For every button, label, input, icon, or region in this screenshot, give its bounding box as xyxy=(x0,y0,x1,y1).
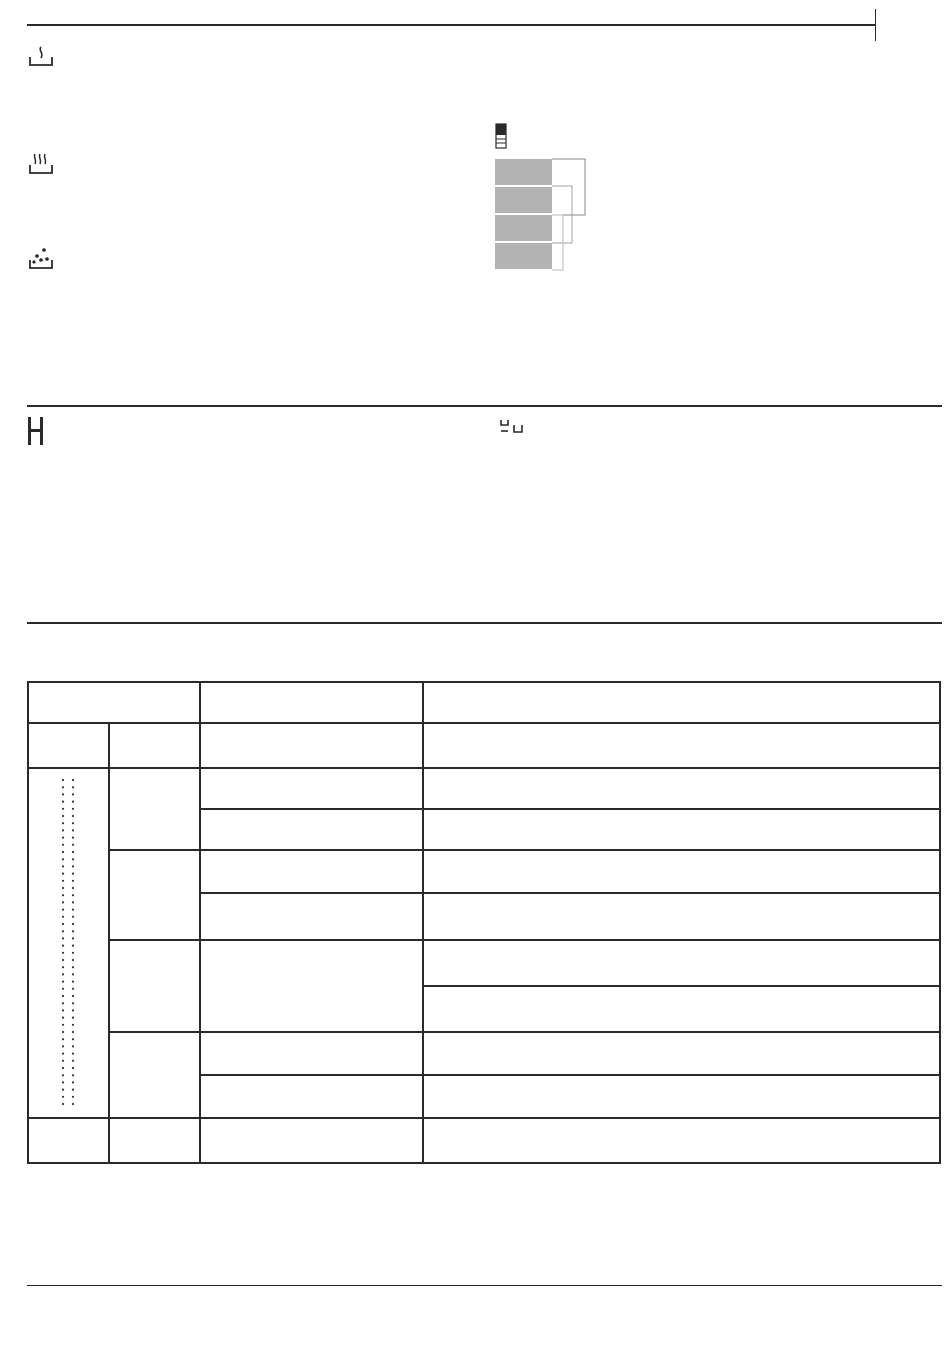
dot-mark xyxy=(72,887,74,889)
dot-mark xyxy=(62,1024,64,1026)
level-block-3 xyxy=(495,215,552,241)
level-indicator-icon xyxy=(495,123,507,149)
dot-mark xyxy=(62,945,64,947)
dot-mark xyxy=(62,1017,64,1019)
table-row-divider xyxy=(29,722,939,724)
steam-bowl-icon xyxy=(28,44,54,68)
dot-mark xyxy=(62,1045,64,1047)
dot-mark xyxy=(72,793,74,795)
table-row-divider xyxy=(200,892,939,894)
dot-mark xyxy=(62,959,64,961)
dot-mark xyxy=(72,1031,74,1033)
dot-mark xyxy=(62,988,64,990)
section-rule-1 xyxy=(27,405,942,407)
table-row-divider xyxy=(200,808,939,810)
dot-mark xyxy=(62,822,64,824)
dot-mark xyxy=(72,1096,74,1098)
dot-mark xyxy=(62,1081,64,1083)
dot-mark xyxy=(62,923,64,925)
dot-mark xyxy=(72,973,74,975)
table-row-divider xyxy=(109,939,939,941)
dot-mark xyxy=(72,1024,74,1026)
dot-mark xyxy=(72,952,74,954)
dot-mark xyxy=(62,865,64,867)
dot-mark xyxy=(62,793,64,795)
dot-mark xyxy=(72,815,74,817)
data-table xyxy=(27,681,941,1164)
dot-mark xyxy=(62,873,64,875)
dot-mark xyxy=(62,981,64,983)
table-col-divider xyxy=(108,722,110,1162)
dot-mark xyxy=(72,880,74,882)
dot-mark xyxy=(62,1067,64,1069)
dot-mark xyxy=(72,981,74,983)
dot-mark xyxy=(62,909,64,911)
dot-mark xyxy=(72,779,74,781)
top-rule xyxy=(27,24,876,26)
dot-mark xyxy=(72,959,74,961)
level-block-1 xyxy=(495,159,552,185)
section-rule-2 xyxy=(27,622,942,624)
dot-mark xyxy=(72,1053,74,1055)
dot-mark xyxy=(62,1103,64,1105)
segment-display-h-icon xyxy=(26,415,46,447)
dot-mark xyxy=(62,808,64,810)
level-brackets xyxy=(552,157,592,278)
dot-mark xyxy=(62,858,64,860)
dot-mark xyxy=(72,909,74,911)
dot-mark xyxy=(62,1031,64,1033)
dot-mark xyxy=(62,1096,64,1098)
dot-mark xyxy=(72,966,74,968)
dot-mark xyxy=(72,1045,74,1047)
dot-mark xyxy=(62,916,64,918)
dot-mark xyxy=(72,1103,74,1105)
dot-mark xyxy=(72,858,74,860)
dotted-level-marker xyxy=(60,777,78,1107)
dot-mark xyxy=(62,966,64,968)
table-col-divider xyxy=(199,683,201,1162)
dot-mark xyxy=(72,1002,74,1004)
dot-mark xyxy=(62,901,64,903)
dot-mark xyxy=(62,937,64,939)
dot-mark xyxy=(72,873,74,875)
table-row-divider xyxy=(109,849,939,851)
dot-mark xyxy=(72,923,74,925)
dot-mark xyxy=(62,829,64,831)
dot-mark xyxy=(72,1017,74,1019)
dot-mark xyxy=(72,930,74,932)
dot-mark xyxy=(62,801,64,803)
dot-mark xyxy=(62,887,64,889)
dot-mark xyxy=(72,1081,74,1083)
dot-mark xyxy=(62,779,64,781)
dot-mark xyxy=(72,851,74,853)
dot-mark xyxy=(62,894,64,896)
dot-mark xyxy=(72,1009,74,1011)
dot-mark xyxy=(62,844,64,846)
dot-mark xyxy=(62,1074,64,1076)
table-row-divider xyxy=(29,1117,939,1119)
dot-mark xyxy=(62,1060,64,1062)
dot-mark xyxy=(72,786,74,788)
dot-mark xyxy=(72,829,74,831)
dot-mark xyxy=(72,1089,74,1091)
dot-mark xyxy=(62,1002,64,1004)
table-row-divider xyxy=(109,1031,939,1033)
dot-mark xyxy=(62,786,64,788)
segment-display-small-icon xyxy=(500,419,526,435)
dot-mark xyxy=(72,1074,74,1076)
bottom-rule xyxy=(27,1285,942,1286)
dot-mark xyxy=(62,995,64,997)
dot-mark xyxy=(62,952,64,954)
dot-mark xyxy=(62,1053,64,1055)
dot-mark xyxy=(62,815,64,817)
dot-mark xyxy=(72,865,74,867)
table-col-divider xyxy=(422,683,424,1162)
dot-mark xyxy=(72,1067,74,1069)
dot-mark xyxy=(72,837,74,839)
level-block-4 xyxy=(495,243,552,269)
dot-mark xyxy=(62,880,64,882)
crumbs-bowl-icon xyxy=(28,247,54,271)
dot-mark xyxy=(62,837,64,839)
dot-mark xyxy=(72,1038,74,1040)
dot-mark xyxy=(62,1089,64,1091)
dot-mark xyxy=(62,1038,64,1040)
dot-mark xyxy=(72,822,74,824)
table-row-divider xyxy=(29,767,939,769)
dot-mark xyxy=(72,894,74,896)
dot-mark xyxy=(72,808,74,810)
dot-mark xyxy=(72,937,74,939)
dot-mark xyxy=(62,930,64,932)
dot-mark xyxy=(62,973,64,975)
dot-mark xyxy=(62,851,64,853)
dot-mark xyxy=(72,901,74,903)
top-rule-tick xyxy=(875,9,876,41)
dot-mark xyxy=(72,1060,74,1062)
dot-mark xyxy=(72,916,74,918)
level-block-2 xyxy=(495,187,552,213)
dot-mark xyxy=(72,945,74,947)
dot-mark xyxy=(72,988,74,990)
table-row-divider xyxy=(423,985,939,987)
dot-mark xyxy=(62,1009,64,1011)
heat-waves-bowl-icon xyxy=(28,152,54,176)
dot-mark xyxy=(72,801,74,803)
dot-mark xyxy=(72,995,74,997)
dot-mark xyxy=(72,844,74,846)
table-row-divider xyxy=(200,1074,939,1076)
